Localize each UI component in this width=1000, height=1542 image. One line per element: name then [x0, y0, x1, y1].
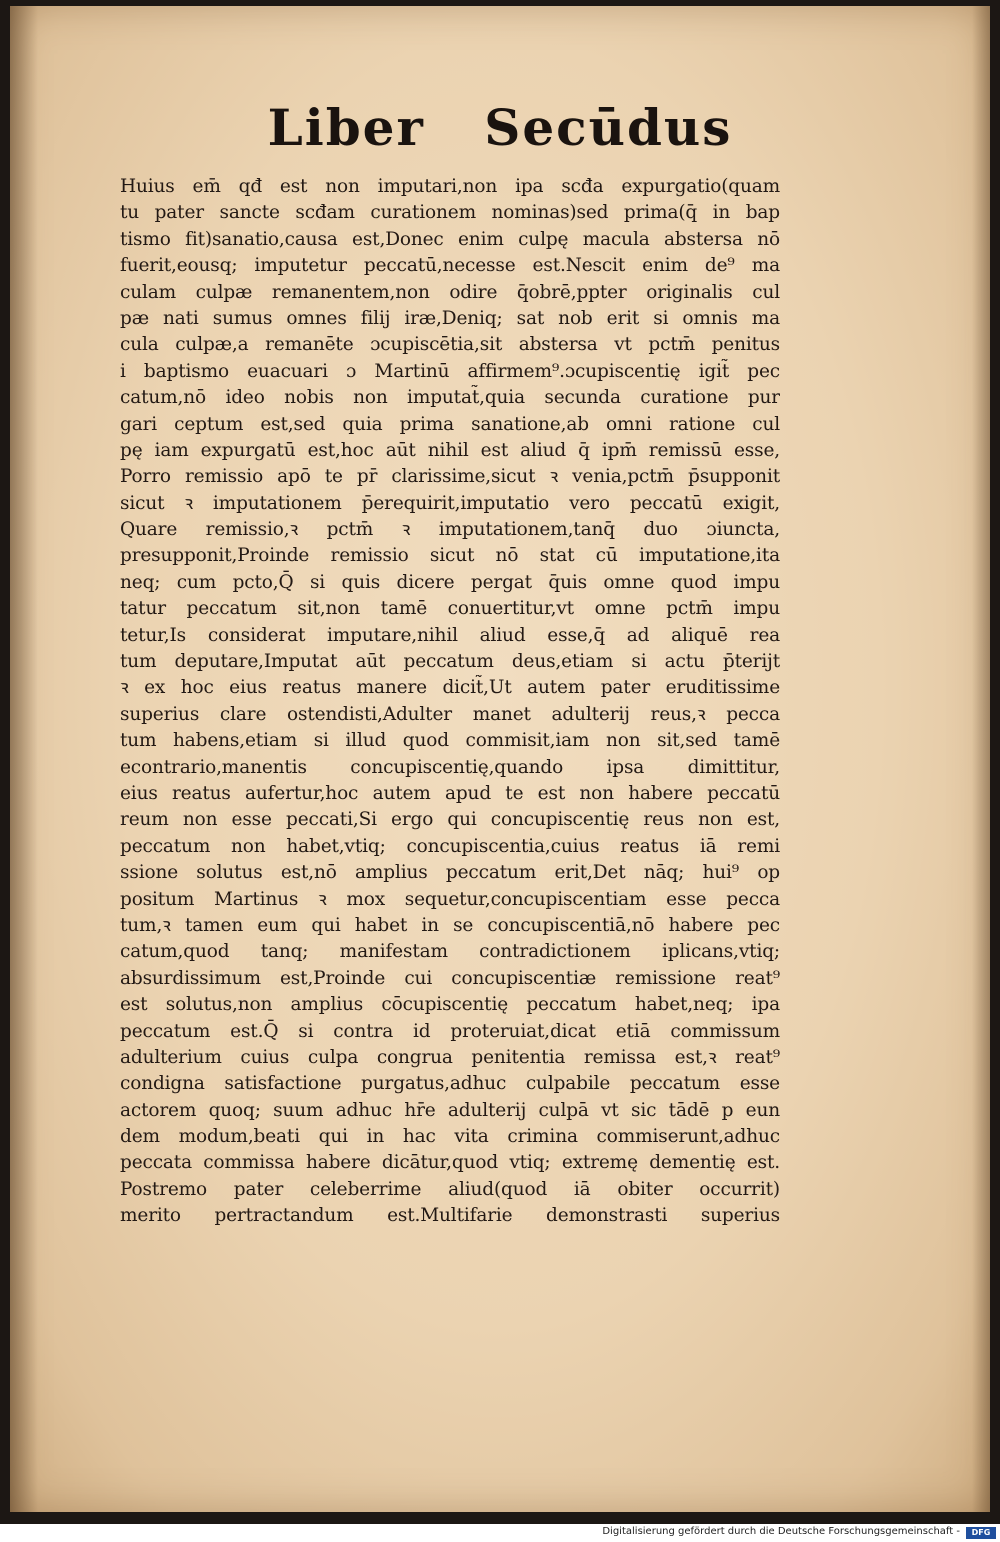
text-line: sicut ꝛ imputationem p̄erequirit,imputatio vero peccatū exigit, — [120, 492, 780, 514]
running-head: Liber Secūdus — [267, 98, 733, 157]
text-line: Porro remissio apō te pr̄ clarissime,sicut ꝛ venia,pctm̄ p̄supponit — [120, 466, 780, 488]
text-line: actorem quoq; suum adhuc hr̄e adulterij culpā vt sic tādē p eun — [120, 1099, 780, 1121]
text-line: superius clare ostendisti,Adulter manet adulterij reus,ꝛ pecca — [120, 703, 780, 725]
text-line: tetur,Is considerat imputare,nihil aliud esse,q̄ ad aliquē rea — [120, 624, 780, 646]
footer-bar — [0, 1524, 1000, 1542]
text-line: Quare remissio,ꝛ pctm̄ ꝛ imputationem,tanq̄ duo ɔiuncta, — [120, 519, 780, 541]
text-line: presupponit,Proinde remissio sicut nō stat cū imputatione,ita — [120, 545, 780, 567]
text-line: peccatum est.Q̄ si contra id proteruiat,dicat etiā commissum — [120, 1020, 780, 1042]
text-line: adulterium cuius culpa congrua penitentia remissa est,ꝛ reat⁹ — [120, 1046, 780, 1068]
text-line: catum,nō ideo nobis non imputat̃,quia secunda curatione pur — [120, 387, 780, 409]
text-line: fuerit,eousq; imputetur peccatū,necesse est.Nescit enim de⁹ ma — [120, 255, 780, 277]
text-line: merito pertractandum est.Multifarie demonstrasti superius — [120, 1205, 780, 1227]
text-line: peccata commissa habere dicātur,quod vtiq; extremę dementię est. — [120, 1152, 780, 1174]
text-line: tum deputare,Imputat aūt peccatum deus,etiam si actu p̄terijt — [120, 651, 780, 673]
text-line: tismo fit)sanatio,causa est,Donec enim culpę macula abstersa nō — [120, 228, 780, 250]
text-line: culam culpæ remanentem,non odire q̄obrē,ppter originalis cul — [120, 281, 780, 303]
text-line: condigna satisfactione purgatus,adhuc culpabile peccatum esse — [120, 1073, 780, 1095]
book-page — [10, 6, 990, 1512]
text-line: tum habens,etiam si illud quod commisit,iam non sit,sed tamē — [120, 730, 780, 752]
text-line: tum,ꝛ tamen eum qui habet in se concupiscentiā,nō habere pec — [120, 914, 780, 936]
text-line: eius reatus aufertur,hoc autem apud te est non habere peccatū — [120, 782, 780, 804]
text-line: econtrario,manentis concupiscentię,quando ipsa dimittitur, — [120, 756, 780, 778]
text-line: ssione solutus est,nō amplius peccatum erit,Det nāq; hui⁹ op — [120, 862, 780, 884]
dfg-logo: DFG — [966, 1527, 996, 1539]
text-line: absurdissimum est,Proinde cui concupiscentiæ remissione reat⁹ — [120, 967, 780, 989]
text-line: tu pater sancte scđam curationem nominas)sed prima(q̄ in bap — [120, 202, 780, 224]
text-line: pæ nati sumus omnes filij iræ,Deniq; sat nob erit si omnis ma — [120, 307, 780, 329]
text-line: reum non esse peccati,Si ergo qui concupiscentię reus non est, — [120, 809, 780, 831]
text-block — [120, 174, 780, 1230]
funding-credit: Digitalisierung gefördert durch die Deutsche Forschungsgemeinschaft - — [602, 1526, 960, 1537]
text-line: positum Martinus ꝛ mox sequetur,concupiscentiam esse pecca — [120, 888, 780, 910]
text-line: gari ceptum est,sed quia prima sanatione,ab omni ratione cul — [120, 413, 780, 435]
text-line: catum,quod tanq; manifestam contradictionem iplicans,vtiq; — [120, 941, 780, 963]
text-line: i baptismo euacuari ɔ Martinū affirmem⁹.ɔcupiscentię igit̃ pec — [120, 360, 780, 382]
text-line: neq; cum pcto,Q̄ si quis dicere pergat q̄uis omne quod impu — [120, 571, 780, 593]
text-line: peccatum non habet,vtiq; concupiscentia,cuius reatus iā remi — [120, 835, 780, 857]
text-line: Huius em̄ qđ est non imputari,non ipa scđa expurgatio(quam — [120, 176, 780, 197]
text-line: pę iam expurgatū est,hoc aūt nihil est aliud q̄ ipm̄ remissū esse, — [120, 439, 780, 461]
text-line: tatur peccatum sit,non tamē conuertitur,vt omne pctm̄ impu — [120, 598, 780, 620]
text-line: dem modum,beati qui in hac vita crimina commiserunt,adhuc — [120, 1126, 780, 1148]
text-line: cula culpæ,a remanēte ɔcupiscētia,sit abstersa vt pctm̄ penitus — [120, 334, 780, 356]
text-line: ꝛ ex hoc eius reatus manere dicit̃,Ut autem pater eruditissime — [120, 677, 780, 699]
text-line: Postremo pater celeberrime aliud(quod iā obiter occurrit) — [120, 1178, 780, 1200]
text-line: est solutus,non amplius cōcupiscentię peccatum habet,neq; ipa — [120, 994, 780, 1016]
